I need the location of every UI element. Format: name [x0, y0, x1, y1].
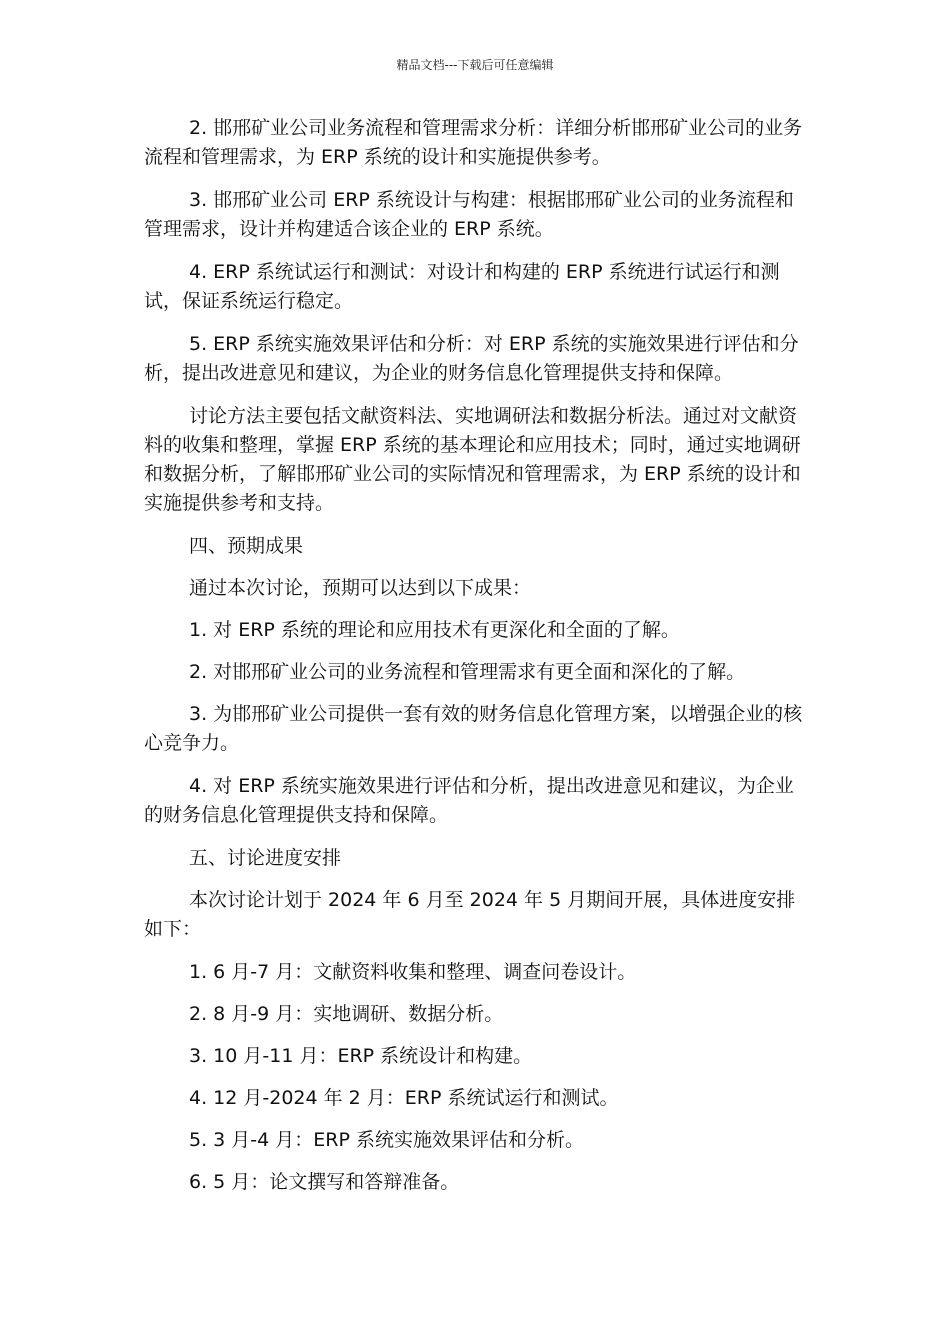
result-item-2: 2. 对邯邢矿业公司的业务流程和管理需求有更全面和深化的了解。: [189, 661, 746, 683]
paragraph-schedule-intro: 本次讨论计划于 2024 年 6 月至 2024 年 5 月期间开展，具体进度安排如下：: [144, 889, 796, 940]
document-body: [144, 114, 809, 1210]
section-heading-schedule: 五、讨论进度安排: [189, 847, 342, 869]
schedule-item-4: 4. 12 月-2024 年 2 月：ERP 系统试运行和测试。: [189, 1087, 619, 1109]
schedule-item-3: 3. 10 月-11 月：ERP 系统设计和构建。: [189, 1045, 533, 1067]
schedule-item-1: 1. 6 月-7 月：文献资料收集和整理、调查问卷设计。: [189, 961, 637, 983]
paragraph-erp-evaluation: 5. ERP 系统实施效果评估和分析：对 ERP 系统的实施效果进行评估和分析，提出改进意见和建议，为企业的财务信息化管理提供支持和保障。: [144, 333, 799, 384]
page-header: 精品文档---下载后可任意编辑: [396, 58, 554, 72]
paragraph-business-analysis: 2. 邯邢矿业公司业务流程和管理需求分析：详细分析邯邢矿业公司的业务流程和管理需求，为 ERP 系统的设计和实施提供参考。: [144, 117, 803, 168]
paragraph-erp-design: 3. 邯邢矿业公司 ERP 系统设计与构建：根据邯邢矿业公司的业务流程和管理需求，设计并构建适合该企业的 ERP 系统。: [144, 189, 794, 240]
schedule-item-5: 5. 3 月-4 月：ERP 系统实施效果评估和分析。: [189, 1129, 584, 1151]
paragraph-erp-testing: 4. ERP 系统试运行和测试：对设计和构建的 ERP 系统进行试运行和测试，保证系统运行稳定。: [144, 261, 780, 312]
schedule-item-6: 6. 5 月：论文撰写和答辩准备。: [189, 1171, 460, 1193]
result-item-1: 1. 对 ERP 系统的理论和应用技术有更深化和全面的了解。: [189, 619, 680, 641]
result-item-4: 4. 对 ERP 系统实施效果进行评估和分析，提出改进意见和建议，为企业的财务信息化管理提供支持和保障。: [144, 775, 794, 826]
paragraph-research-methods: 讨论方法主要包括文献资料法、实地调研法和数据分析法。通过对文献资料的收集和整理，掌握 ERP 系统的基本理论和应用技术；同时，通过实地调研和数据分析，了解邯邢矿业公司的实际情况和管理需求，为 ERP 系统的设计和实施提供参考和支持。: [144, 405, 801, 514]
result-item-3: 3. 为邯邢矿业公司提供一套有效的财务信息化管理方案，以增强企业的核心竞争力。: [144, 703, 803, 754]
section-heading-expected-results: 四、预期成果: [189, 535, 304, 557]
paragraph-results-intro: 通过本次讨论，预期可以达到以下成果：: [189, 577, 532, 599]
schedule-item-2: 2. 8 月-9 月：实地调研、数据分析。: [189, 1003, 504, 1025]
